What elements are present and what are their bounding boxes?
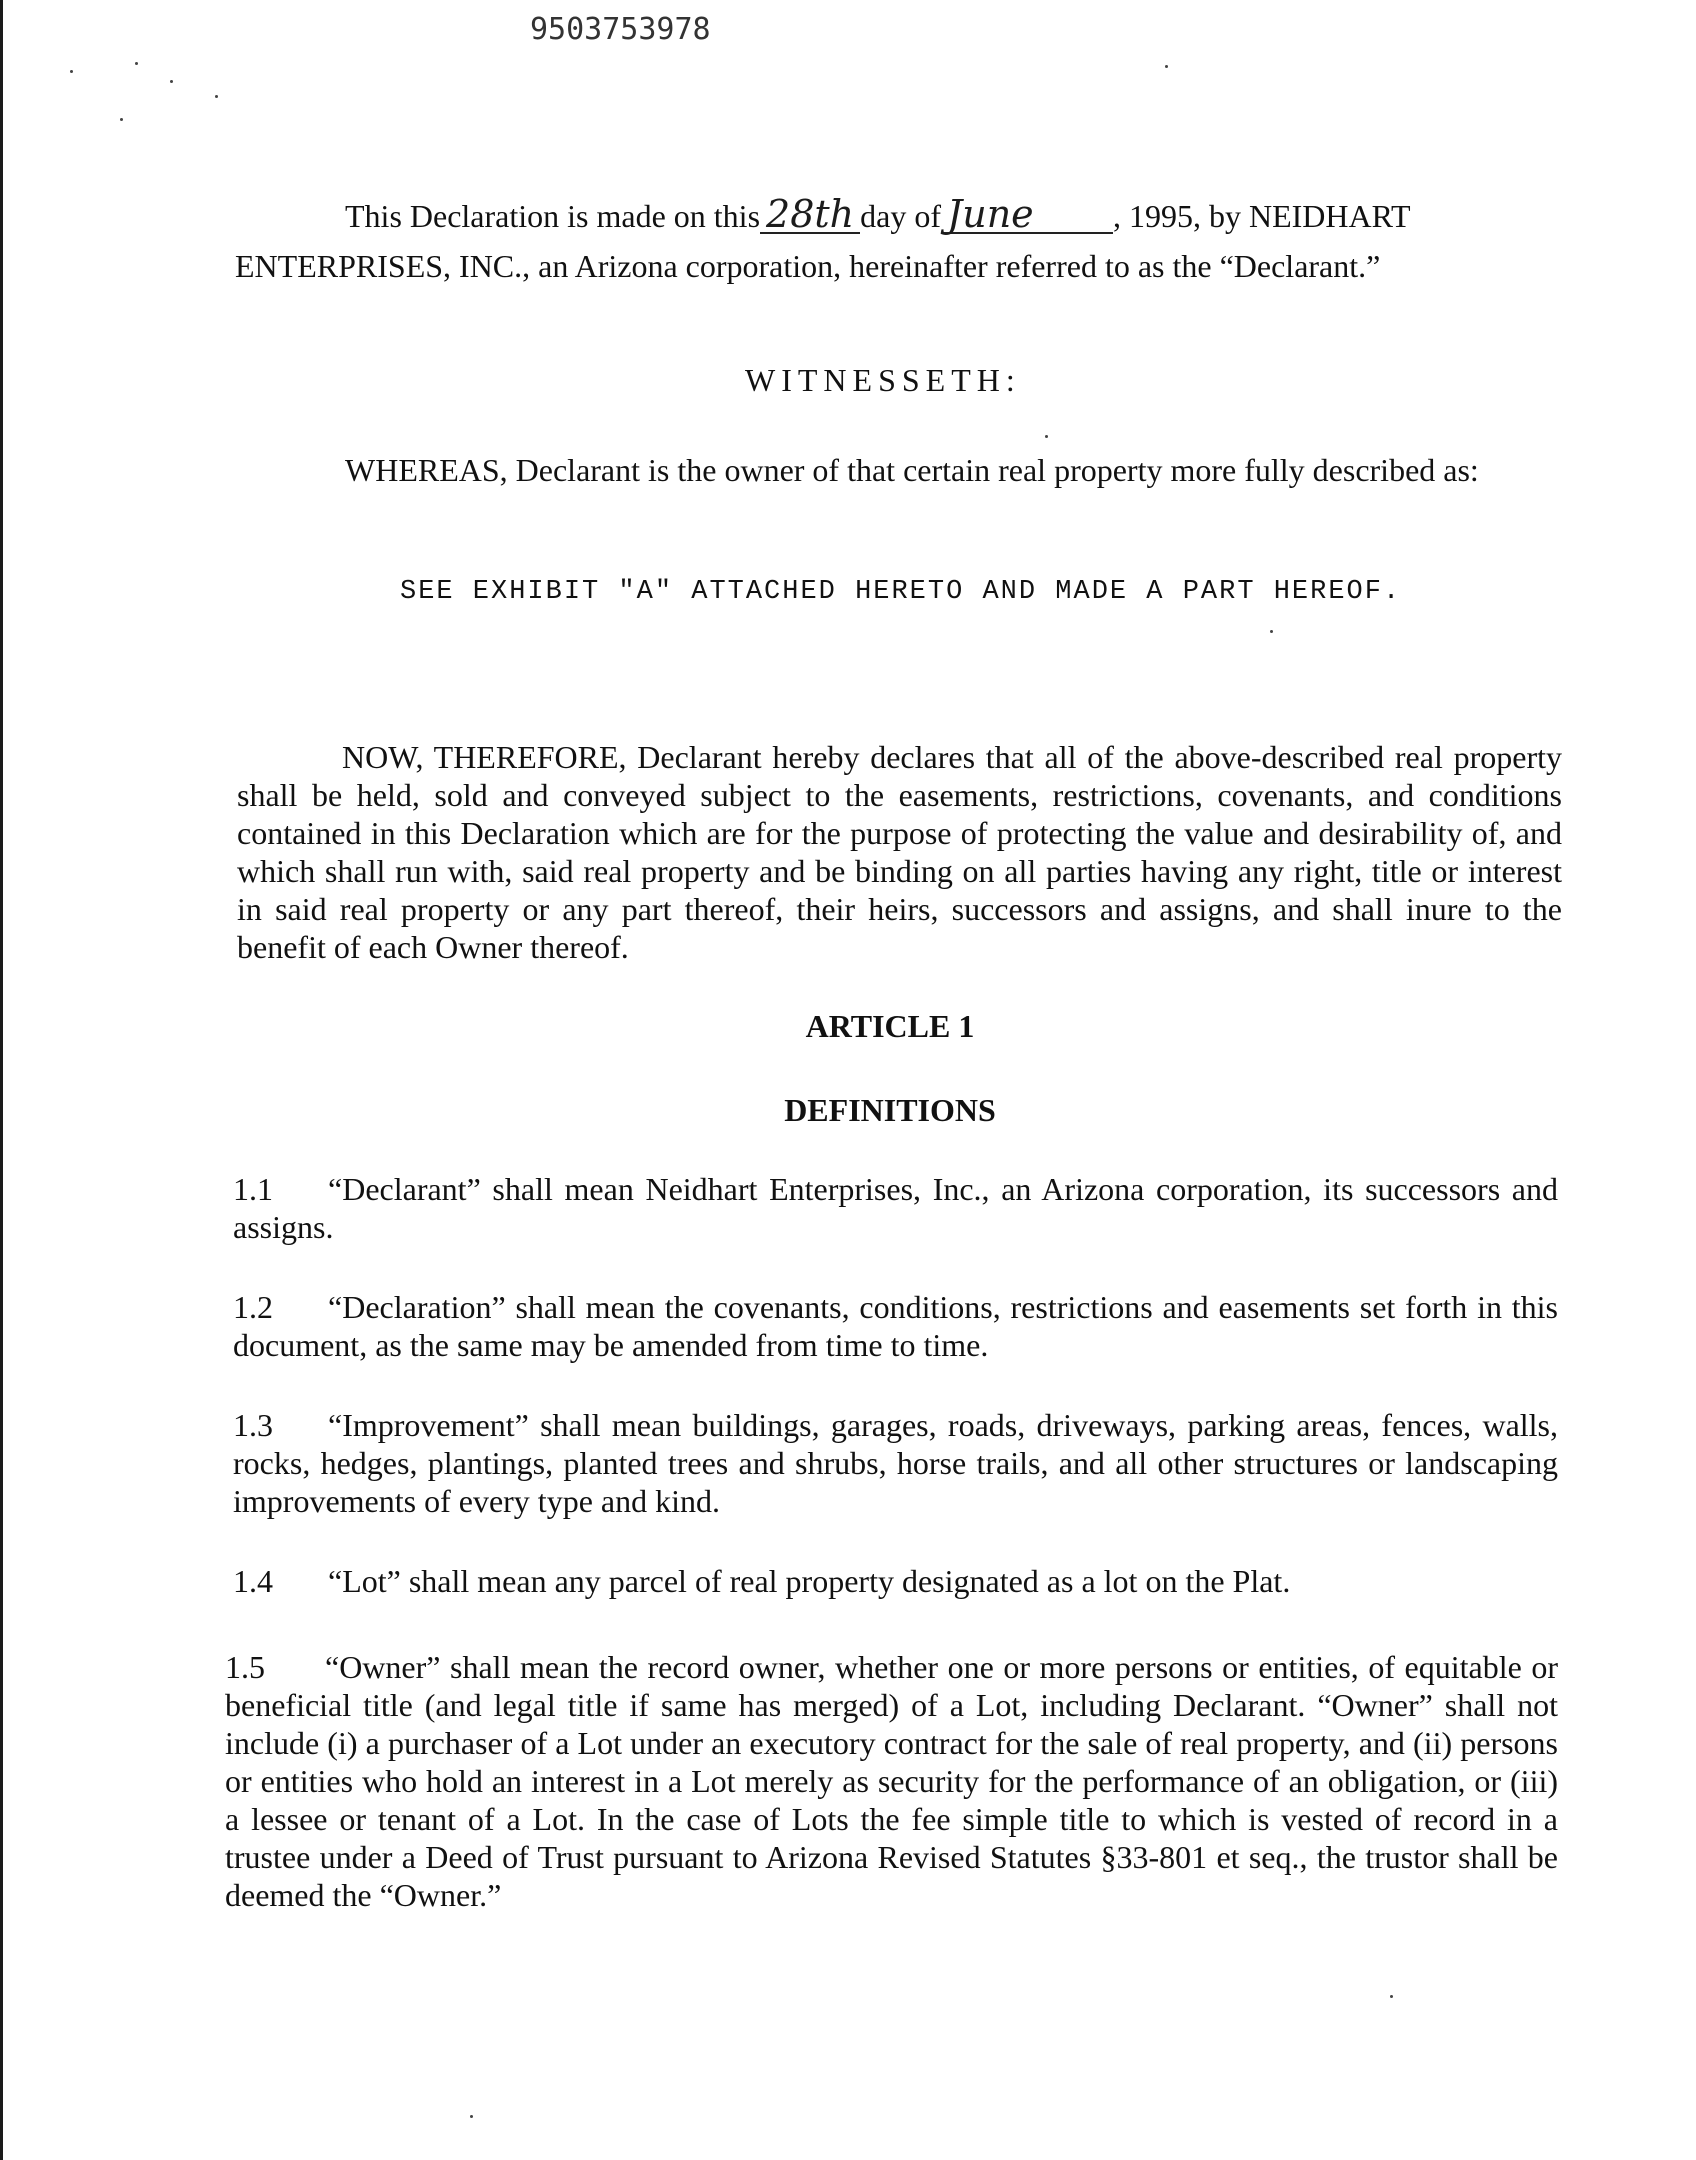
scan-speck: [1045, 435, 1048, 438]
scan-speck: [1165, 65, 1168, 68]
scan-speck: [70, 70, 73, 73]
scan-speck: [470, 2115, 473, 2118]
definition-text: “Declarant” shall mean Neidhart Enterprises, Inc., an Arizona corporation, its successors and assigns.: [233, 1171, 1558, 1245]
definition-number: 1.3: [233, 1407, 273, 1443]
definition-number: 1.5: [225, 1649, 265, 1685]
definition-text: “Declaration” shall mean the covenants, conditions, restrictions and easements set forth in this document, as the same may be amended from time to time.: [233, 1289, 1558, 1363]
handwritten-month: June: [941, 196, 1113, 234]
scan-speck: [135, 62, 138, 65]
scan-speck: [120, 118, 123, 121]
intro-line-2: ENTERPRISES, INC., an Arizona corporation, hereinafter referred to as the “Declarant.”: [235, 248, 1381, 284]
witnesseth-heading: WITNESSETH:: [745, 362, 1021, 398]
article-title: DEFINITIONS: [784, 1092, 996, 1128]
definition-1-3: [233, 1406, 1558, 1520]
definition-1-5: [225, 1648, 1558, 1914]
intro-line-1: This Declaration is made on this 28th day of June , 1995, by NEIDHART: [345, 192, 1411, 236]
definition-number: 1.2: [233, 1289, 273, 1325]
article-number: ARTICLE 1: [805, 1008, 975, 1044]
scan-speck: [215, 95, 218, 98]
now-therefore-paragraph: NOW, THEREFORE, Declarant hereby declares that all of the above-described real property shall be held, sold and conveyed subject to the easements, restrictions, covenants, and conditions contained in this Declaration which are for the purpose of protecting the value and desirability of, and which shall run with, said real property and be binding on all parties having any right, title or interest in said real property or any part thereof, their heirs, successors and assigns, and shall inure to the benefit of each Owner thereof.: [237, 739, 1562, 965]
definition-text: “Improvement” shall mean buildings, garages, roads, driveways, parking areas, fences, walls, rocks, hedges, plantings, planted trees and shrubs, horse trails, and all other structures or landscaping improvements of every type and kind.: [233, 1407, 1558, 1519]
scan-edge: [0, 0, 3, 2160]
handwritten-day: 28th: [760, 196, 860, 234]
scan-speck: [1390, 1995, 1393, 1998]
definition-number: 1.4: [233, 1563, 273, 1599]
definition-1-1: [233, 1170, 1558, 1246]
definition-text: “Lot” shall mean any parcel of real property designated as a lot on the Plat.: [328, 1563, 1291, 1599]
exhibit-line: SEE EXHIBIT "A" ATTACHED HERETO AND MADE A PART HEREOF.: [400, 577, 1402, 607]
scan-speck: [170, 80, 173, 83]
definition-text: “Owner” shall mean the record owner, whether one or more persons or entities, of equitable or beneficial title (and legal title if same has merged) of a Lot, including Declarant. “Owner” shall not include (i) a purchaser of a Lot under an executory contract for the sale of real property, and (ii) persons or entities who hold an interest in a Lot merely as security for the performance of an obligation, or (iii) a lessee or tenant of a Lot. In the case of Lots the fee simple title to which is vested of record in a trustee under a Deed of Trust pursuant to Arizona Revised Statutes §33-801 et seq., the trustor shall be deemed the “Owner.”: [225, 1649, 1558, 1913]
definition-number: 1.1: [233, 1171, 273, 1207]
definition-1-2: [233, 1288, 1558, 1364]
whereas-paragraph: WHEREAS, Declarant is the owner of that certain real property more fully described as:: [345, 452, 1479, 488]
definition-1-4: [233, 1562, 1558, 1600]
document-number: 9503753978: [530, 12, 711, 47]
scan-speck: [1270, 630, 1273, 633]
